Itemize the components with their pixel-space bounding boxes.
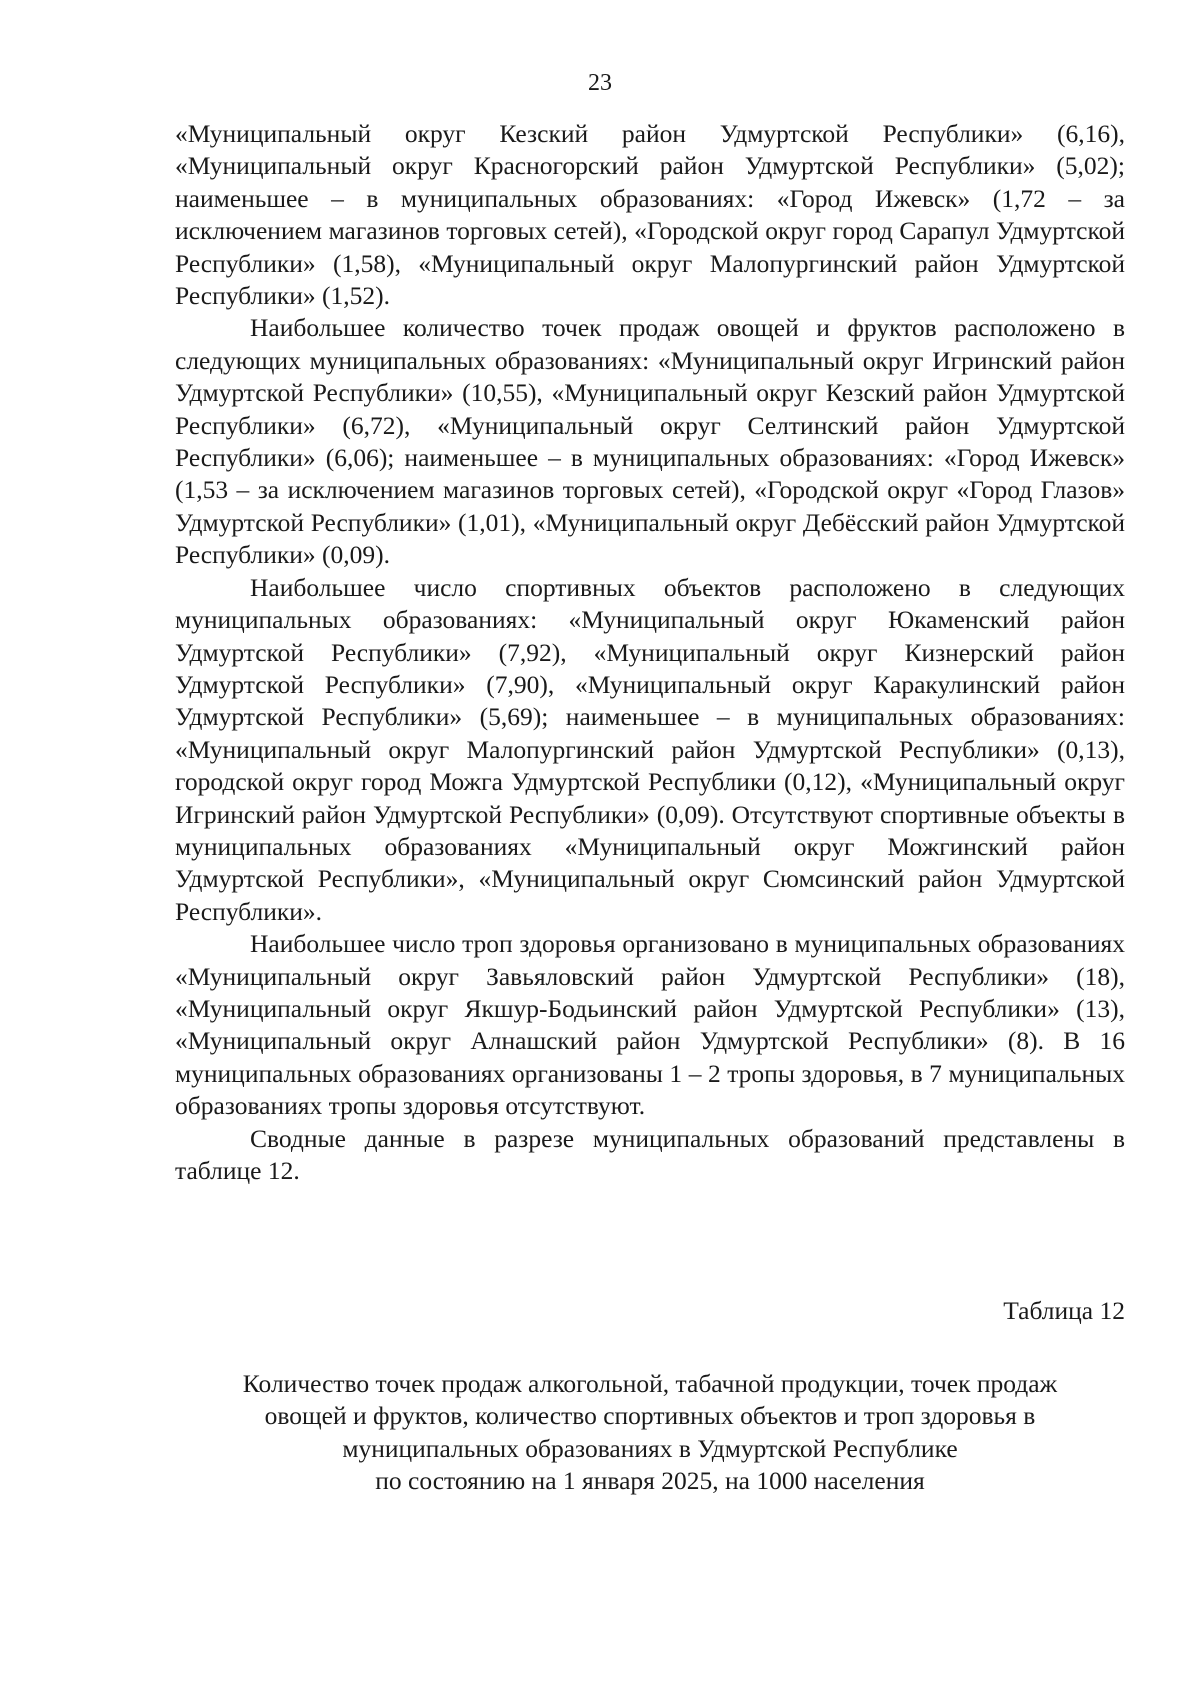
paragraph-5: Сводные данные в разрезе муниципальных образований представлены в таблице 12.	[175, 1123, 1125, 1185]
body-text	[175, 118, 1125, 1187]
table-label: Таблица 12	[1003, 1296, 1125, 1325]
table-caption-line: по состоянию на 1 января 2025, на 1000 населения	[375, 1466, 925, 1496]
paragraph-3: Наибольшее число спортивных объектов расположено в следующих муниципальных образованиях: «Муниципальный округ Юкаменский район Удмуртской Республики» (7,92), «Муниципальный округ Кизнерский район Удмуртской Республики» (7,90), «Муниципальный округ Каракулинский район Удмуртской Республики» (5,69); наименьшее – в муниципальных образованиях: «Муниципальный округ Малопургинский район Удмуртской Республики» (0,13), городской округ город Можга Удмуртской Республики (0,12), «Муниципальный округ Игринский район Удмуртской Республики» (0,09). Отсутствуют спортивные объекты в муниципальных образованиях «Муниципальный округ Можгинский район Удмуртской Республики», «Муниципальный округ Сюмсинский район Удмуртской Республики».	[175, 572, 1125, 926]
page-number: 23	[588, 70, 612, 96]
table-caption	[175, 1368, 1125, 1498]
table-caption-line: овощей и фруктов, количество спортивных объектов и троп здоровья в	[264, 1401, 1036, 1431]
paragraph-4: Наибольшее число троп здоровья организовано в муниципальных образованиях «Муниципальный округ Завьяловский район Удмуртской Республики» (18), «Муниципальный округ Якшур-Бодьинский район Удмуртской Республики» (13), «Муниципальный округ Алнашский район Удмуртской Республики» (8). В 16 муниципальных образованиях организованы 1 – 2 тропы здоровья, в 7 муниципальных образованиях тропы здоровья отсутствуют.	[175, 929, 1125, 1121]
table-caption-line: Количество точек продаж алкогольной, табачной продукции, точек продаж	[242, 1369, 1058, 1398]
table-caption-line: муниципальных образованиях в Удмуртской Республике	[342, 1433, 958, 1463]
paragraph-2: Наибольшее количество точек продаж овощей и фруктов расположено в следующих муниципальных образованиях: «Муниципальный округ Игринский район Удмуртской Республики» (10,55), «Муниципальный округ Кезский район Удмуртской Республики» (6,72), «Муниципальный округ Селтинский район Удмуртской Республики» (6,06); наименьшее – в муниципальных образованиях: «Город Ижевск» (1,53 – за исключением магазинов торговых сетей), «Городской округ «Город Глазов» Удмуртской Республики» (1,01), «Муниципальный округ Дебёсский район Удмуртской Республики» (0,09).	[175, 313, 1125, 570]
paragraph-1: «Муниципальный округ Кезский район Удмуртской Республики» (6,16), «Муниципальный округ Красногорский район Удмуртской Республики» (5,02); наименьшее – в муниципальных образованиях: «Город Ижевск» (1,72 – за исключением магазинов торговых сетей), «Городской округ город Сарапул Удмуртской Республики» (1,58), «Муниципальный округ Малопургинский район Удмуртской Республики» (1,52).	[175, 119, 1125, 311]
